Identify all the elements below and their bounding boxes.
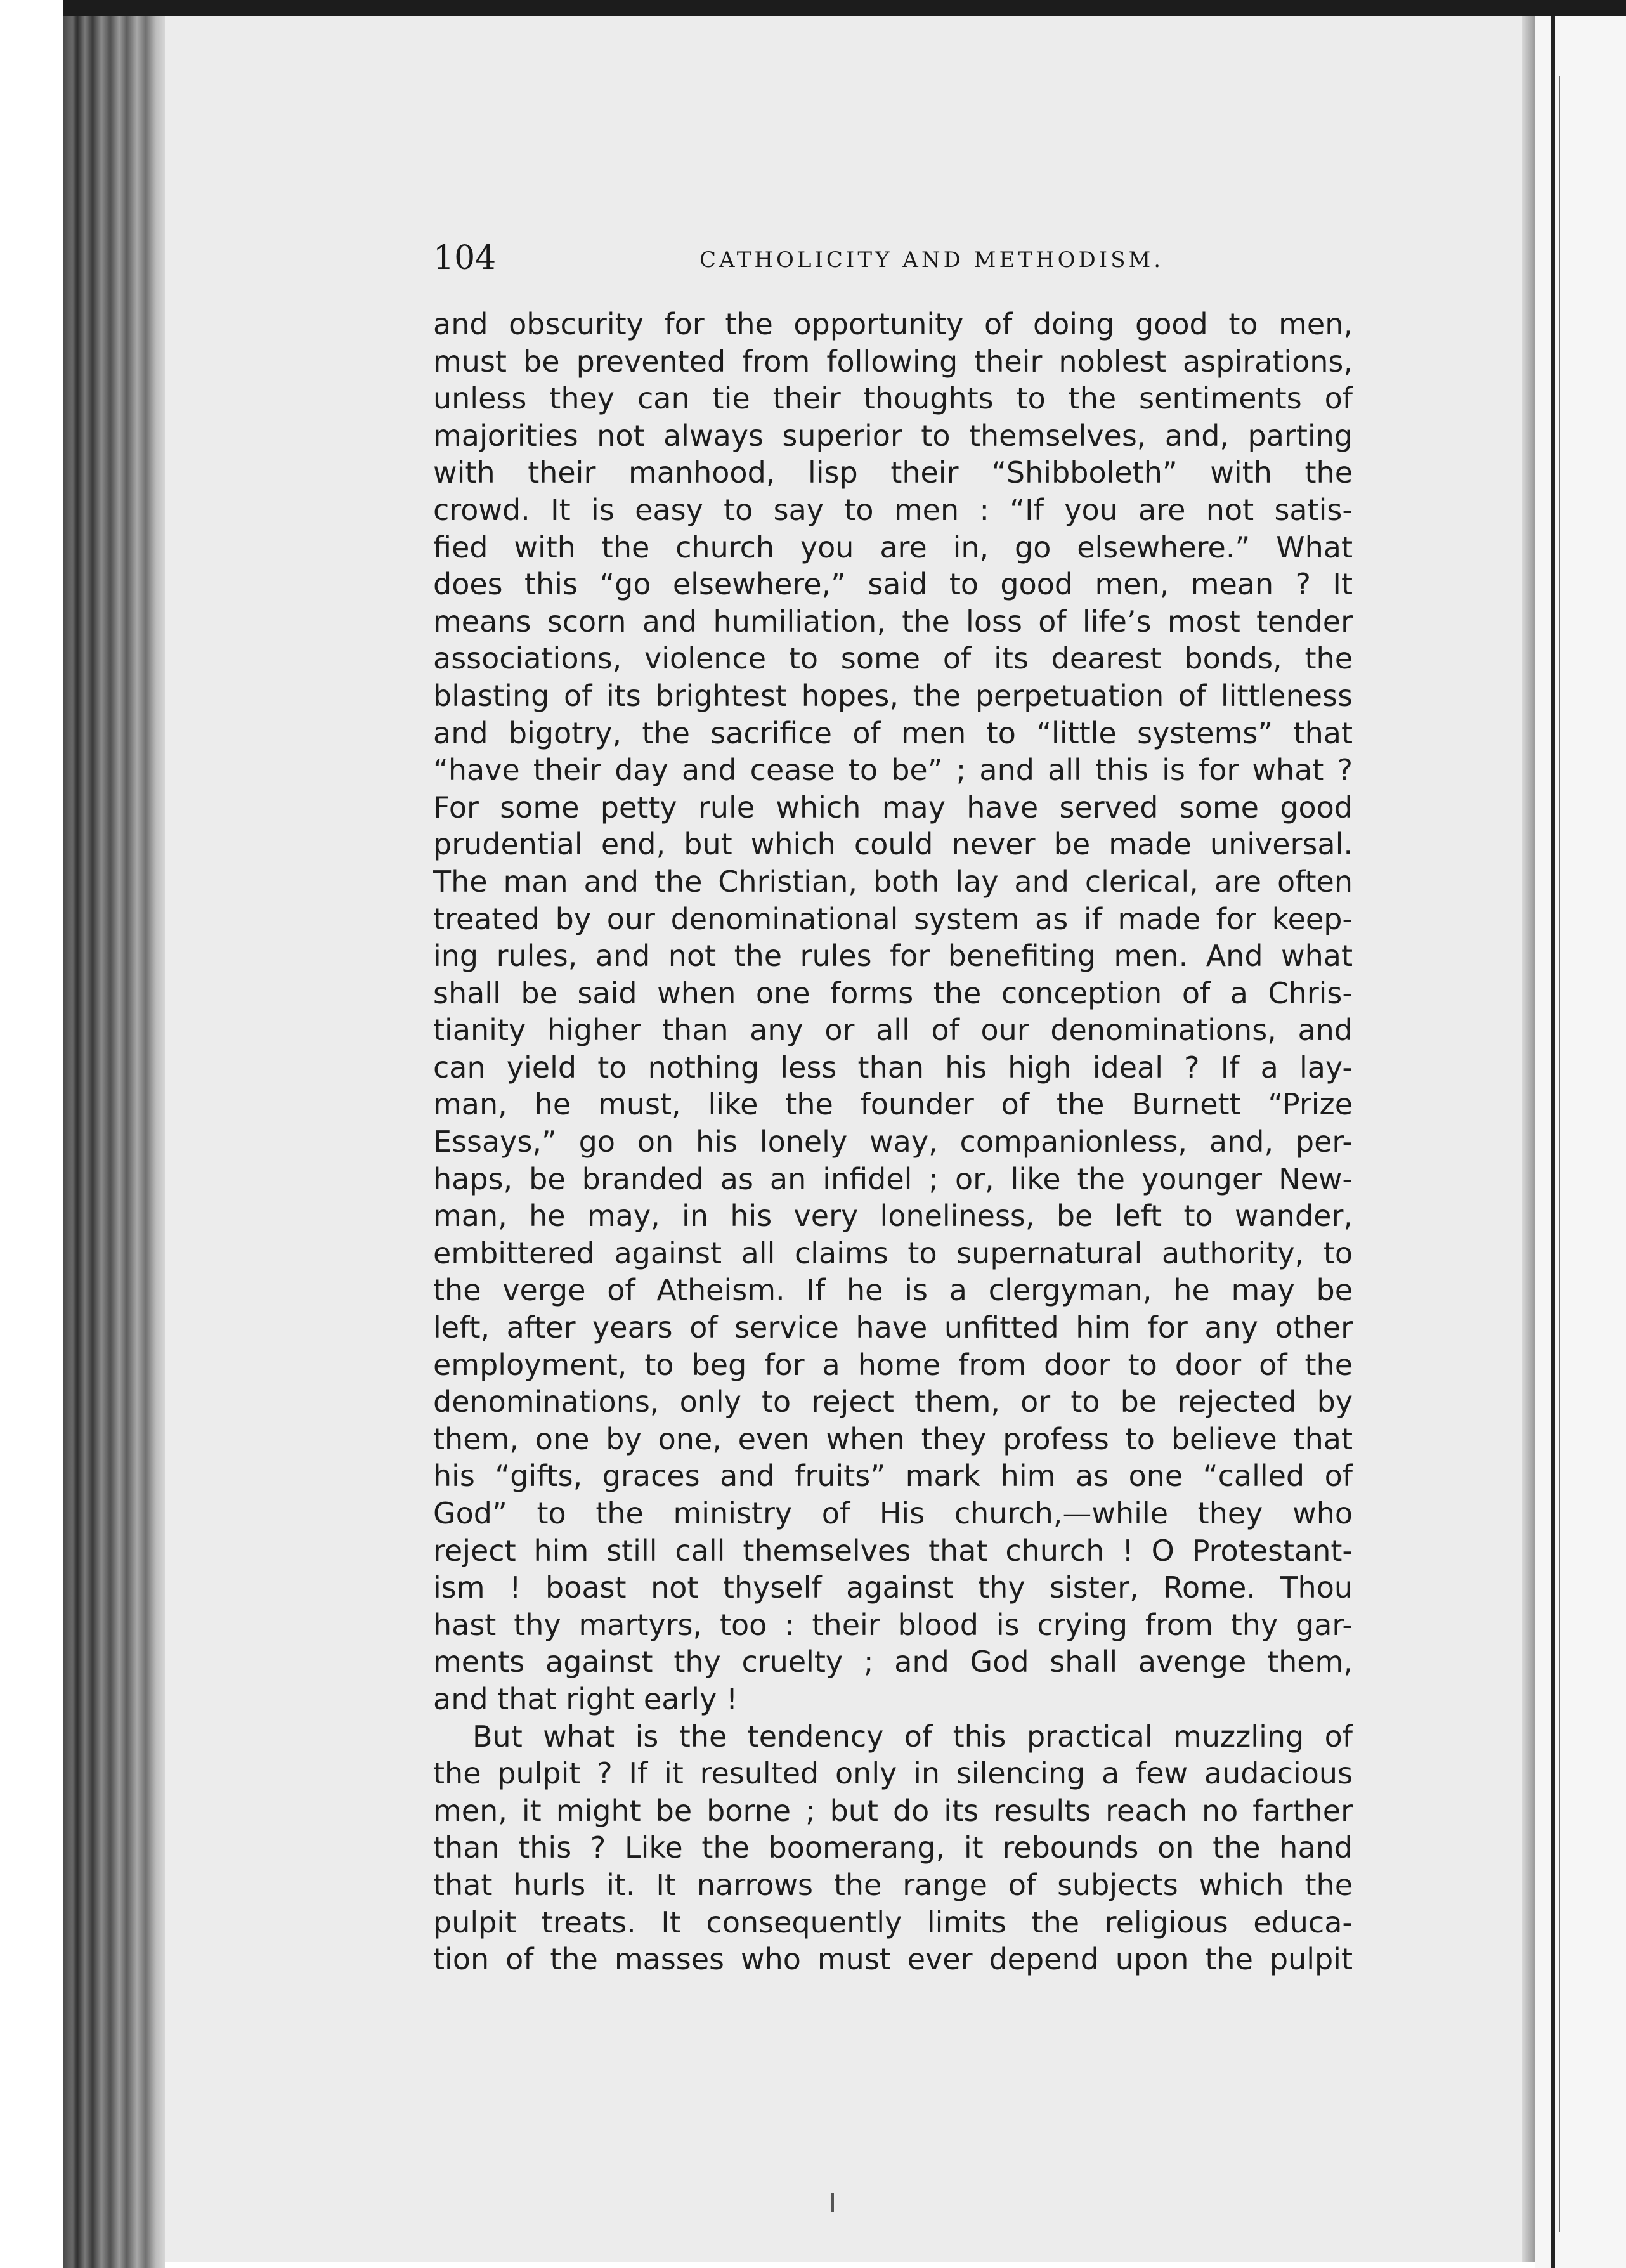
facing-page-rule-inner bbox=[1559, 76, 1560, 2232]
text-line: hast thy martyrs, too : their blood is crying from thy gar- bbox=[433, 1607, 1353, 1642]
text-line: The man and the Christian, both lay and clerical, are often bbox=[433, 864, 1353, 899]
text-line: “have their day and cease to be” ; and all this is for what ? bbox=[433, 753, 1353, 788]
text-line: reject him still call themselves that church ! O Protestant- bbox=[433, 1533, 1353, 1568]
text-line: and bigotry, the sacrifice of men to “little systems” that bbox=[433, 715, 1353, 750]
top-border bbox=[63, 0, 1626, 16]
facing-page-edge bbox=[1535, 16, 1626, 2268]
text-line: ments against thy cruelty ; and God shall avenge them, bbox=[433, 1645, 1353, 1679]
text-line: must be prevented from following their noblest aspirations, bbox=[433, 344, 1353, 379]
text-line: man, he must, like the founder of the Burnett “Prize bbox=[433, 1087, 1353, 1122]
text-line: prudential end, but which could never be made universal. bbox=[433, 827, 1353, 862]
text-line: shall be said when one forms the conception of a Chris- bbox=[433, 975, 1353, 1010]
text-line: pulpit treats. It consequently limits the religious educa- bbox=[433, 1905, 1353, 1939]
text-line: denominations, only to reject them, or to be rejected by bbox=[433, 1385, 1353, 1419]
text-line: his “gifts, graces and fruits” mark him as one “called of bbox=[433, 1459, 1353, 1494]
text-line: embittered against all claims to supernatural authority, to bbox=[433, 1235, 1353, 1270]
text-line: employment, to beg for a home from door to door of the bbox=[433, 1347, 1353, 1382]
text-line: tianity higher than any or all of our denominations, and bbox=[433, 1013, 1353, 1048]
text-line: fied with the church you are in, go elsewhere.” What bbox=[433, 530, 1353, 564]
text-line: left, after years of service have unfitted him for any other bbox=[433, 1310, 1353, 1345]
page-number: 104 bbox=[433, 239, 497, 277]
text-line: God” to the ministry of His church,—while they who bbox=[433, 1496, 1353, 1530]
running-head bbox=[433, 236, 1353, 280]
text-line: men, it might be borne ; but do its results reach no farther bbox=[433, 1793, 1353, 1828]
text-line: means scorn and humiliation, the loss of life’s most tender bbox=[433, 604, 1353, 639]
text-line: and obscurity for the opportunity of doing good to men, bbox=[433, 307, 1353, 341]
text-line: treated by our denominational system as if made for keep- bbox=[433, 901, 1353, 936]
page-edges bbox=[63, 0, 165, 2268]
text-line: than this ? Like the boomerang, it rebounds on the hand bbox=[433, 1830, 1353, 1865]
text-line: them, one by one, even when they profess to believe that bbox=[433, 1421, 1353, 1456]
text-line: haps, be branded as an infidel ; or, like the younger New- bbox=[433, 1161, 1353, 1196]
text-line: man, he may, in his very loneliness, be left to wander, bbox=[433, 1199, 1353, 1234]
text-line: that hurls it. It narrows the range of subjects which the bbox=[433, 1867, 1353, 1902]
gutter-shadow bbox=[1522, 16, 1535, 2262]
text-line: with their manhood, lisp their “Shibboleth” with the bbox=[433, 455, 1353, 490]
running-title: CATHOLICITY AND METHODISM. bbox=[699, 247, 1164, 273]
text-line: and that right early ! bbox=[433, 1681, 738, 1716]
scan-speck bbox=[831, 2193, 834, 2212]
text-line: can yield to nothing less than his high ideal ? If a lay- bbox=[433, 1050, 1353, 1085]
text-line: blasting of its brightest hopes, the perpetuation of littleness bbox=[433, 678, 1353, 713]
text-line: associations, violence to some of its dearest bonds, the bbox=[433, 641, 1353, 676]
body-text bbox=[433, 306, 1353, 1978]
text-line: But what is the tendency of this practical muzzling of bbox=[472, 1719, 1353, 1754]
facing-page-rule bbox=[1551, 16, 1555, 2268]
text-line: crowd. It is easy to say to men : “If you are not satis- bbox=[433, 492, 1353, 527]
text-line: majorities not always superior to themselves, and, parting bbox=[433, 418, 1353, 453]
text-line: does this “go elsewhere,” said to good men, mean ? It bbox=[433, 567, 1353, 602]
scan-margin bbox=[0, 0, 63, 2268]
text-line: Essays,” go on his lonely way, companionless, and, per- bbox=[433, 1124, 1353, 1159]
text-line: the verge of Atheism. If he is a clergyman, he may be bbox=[433, 1273, 1353, 1308]
text-line: ism ! boast not thyself against thy sister, Rome. Thou bbox=[433, 1570, 1353, 1605]
text-line: the pulpit ? If it resulted only in silencing a few audacious bbox=[433, 1756, 1353, 1791]
text-line: unless they can tie their thoughts to the sentiments of bbox=[433, 381, 1353, 416]
text-line: tion of the masses who must ever depend upon the pulpit bbox=[433, 1942, 1353, 1977]
text-line: For some petty rule which may have served some good bbox=[433, 790, 1353, 824]
text-line: ing rules, and not the rules for benefiting men. And what bbox=[433, 939, 1353, 974]
